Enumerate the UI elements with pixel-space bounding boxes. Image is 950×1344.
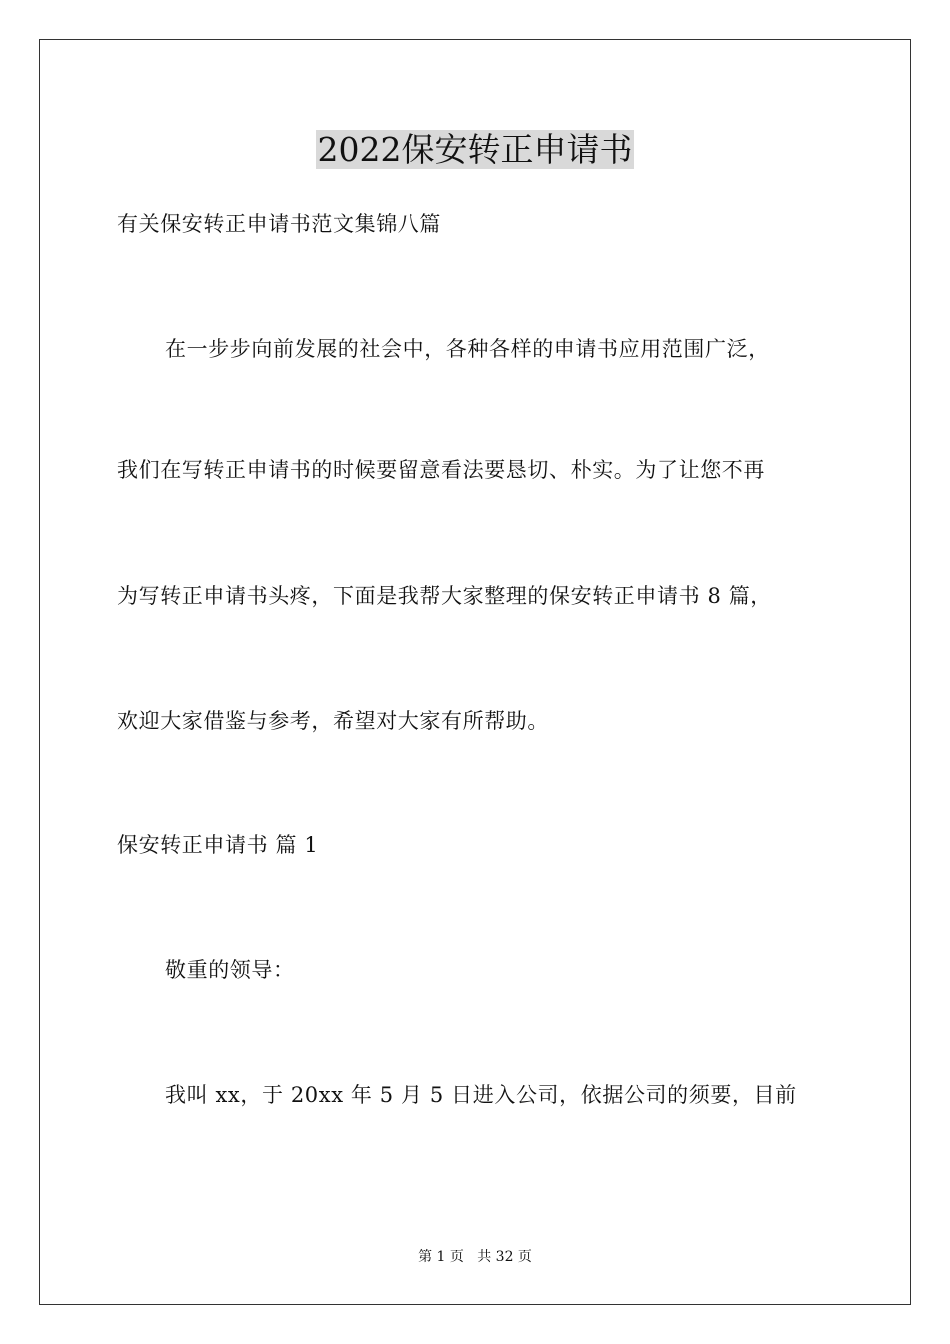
document-title	[0, 128, 950, 172]
body-line-1: 我叫 xx，于 20xx 年 5 月 5 日进入公司，依据公司的须要，目前	[165, 1083, 797, 1107]
salutation: 敬重的领导：	[165, 958, 295, 982]
document-subtitle: 有关保安转正申请书范文集锦八篇	[117, 212, 441, 236]
intro-line-1: 在一步步向前发展的社会中，各种各样的申请书应用范围广泛，	[165, 337, 770, 361]
intro-line-3: 为写转正申请书头疼，下面是我帮大家整理的保安转正申请书 8 篇，	[117, 584, 772, 608]
intro-line-2: 我们在写转正申请书的时候要留意看法要恳切、朴实。为了让您不再	[117, 458, 765, 482]
document-title-text: 2022保安转正申请书	[317, 130, 633, 169]
intro-line-4: 欢迎大家借鉴与参考，希望对大家有所帮助。	[117, 709, 549, 733]
page-footer: 第 1 页 共 32 页	[418, 1249, 532, 1265]
section-heading: 保安转正申请书 篇 1	[117, 833, 319, 857]
